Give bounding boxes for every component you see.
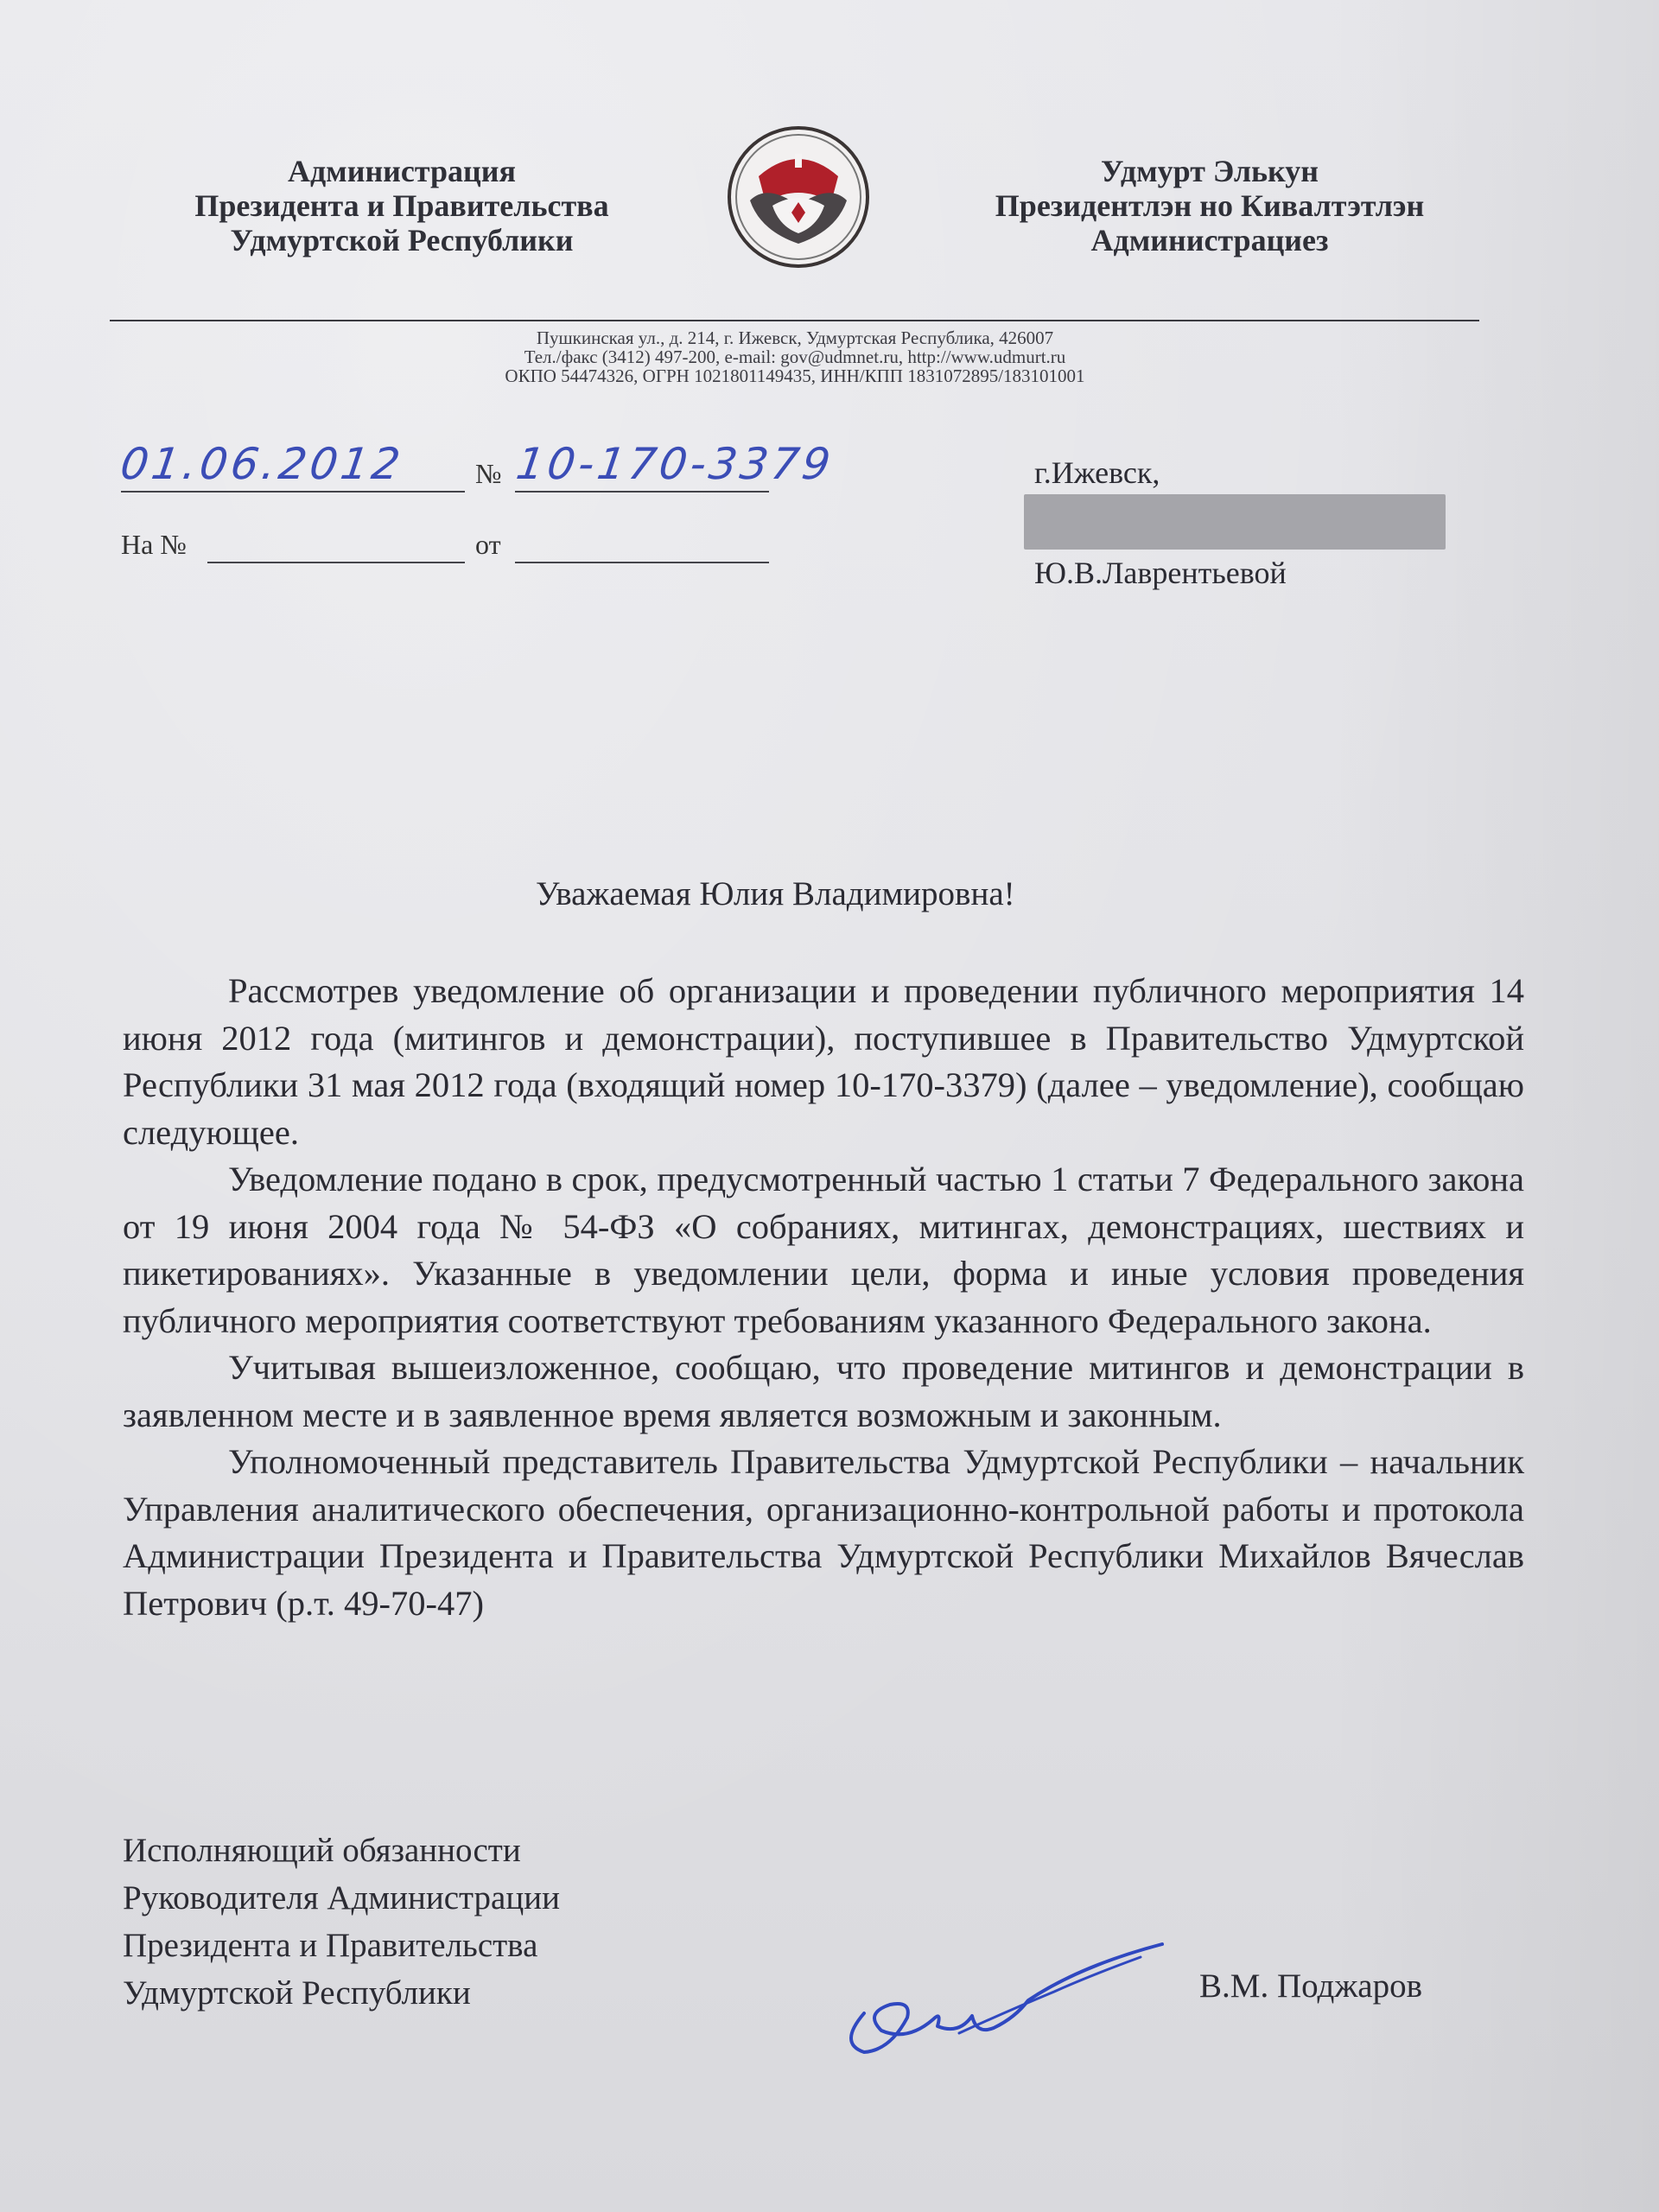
body-paragraph: Рассмотрев уведомление об организации и проведении публичного мероприятия 14 июня 2012 года (митингов и демонстрации), поступившее в Правительство Удмуртской Республики 31 мая 2012 года (входящий номер 10-170-3379) (далее – уведомление), сообщаю следующее. [123,971,1524,1152]
header-right-line: Президентлэн но Кивалтэтлэн [995,188,1425,223]
signer-name: В.М. Поджаров [1199,1967,1422,2005]
contact-line: ОКПО 54474326, ОГРН 1021801149435, ИНН/КПП 1831072895/183101001 [505,365,1085,386]
reply-from-underline [515,562,769,563]
header-right-udmurt [899,154,1521,257]
reply-number-underline [207,562,465,563]
addressee-name: Ю.В.Лаврентьевой [1034,556,1287,590]
position-line: Исполняющий обязанности [123,1832,521,1869]
position-line: Удмуртской Республики [123,1974,471,2012]
header-right-line: Удмурт Элькун [1100,154,1319,188]
greeting: Уважаемая Юлия Владимировна! [536,875,1015,912]
addressee-city: г.Ижевск, [1034,455,1160,490]
date-underline [121,491,465,493]
header-right-line: Администрациез [1090,223,1329,257]
contact-line: Пушкинская ул., д. 214, г. Ижевск, Удмуртская Республика, 426007 [536,327,1054,348]
handwritten-date: 01.06.2012 [117,439,407,489]
body-paragraph: Уполномоченный представитель Правительства Удмуртской Республики – начальник Управления аналитического обеспечения, организационно-контрольной работы и протокола Администрации Президента и Правительства Удмуртской Республики Михайлов Вячеслав Петрович (р.т. 49-70-47) [123,1442,1524,1623]
letter-body [123,968,1524,1627]
number-underline [515,491,769,493]
contact-line: Тел./факс (3412) 497-200, e-mail: gov@udmnet.ru, http://www.udmurt.ru [524,346,1066,367]
header-divider [110,320,1479,321]
reply-number-label: На № [121,529,187,560]
handwritten-number: 10-170-3379 [512,439,837,489]
handwritten-signature [830,1931,1175,2061]
number-label: № [475,458,502,489]
header-left-line: Президента и Правительства [194,188,609,223]
body-paragraph: Уведомление подано в срок, предусмотренный частью 1 статьи 7 Федерального закона от 19 июня 2004 года № 54-ФЗ «О собраниях, митингах, демонстрациях, шествиях и пикетированиях». Указанные в уведомлении цели, форма и иные условия проведения публичного мероприятия соответствуют требованиям указанного Федерального закона. [123,1160,1524,1340]
header-left-russian [112,154,691,257]
signatory-position [123,1827,560,2017]
udmurt-coat-of-arms-emblem [724,123,873,271]
contact-details [328,328,1262,385]
redacted-address [1024,494,1446,550]
header-left-line: Администрация [287,154,517,188]
body-paragraph: Учитывая вышеизложенное, сообщаю, что проведение митингов и демонстрации в заявленном месте и в заявленное время является возможным и законным. [123,1348,1524,1434]
position-line: Президента и Правительства [123,1927,538,1964]
reply-from-label: от [475,529,501,560]
position-line: Руководителя Администрации [123,1879,560,1916]
header-left-line: Удмуртской Республики [230,223,574,257]
